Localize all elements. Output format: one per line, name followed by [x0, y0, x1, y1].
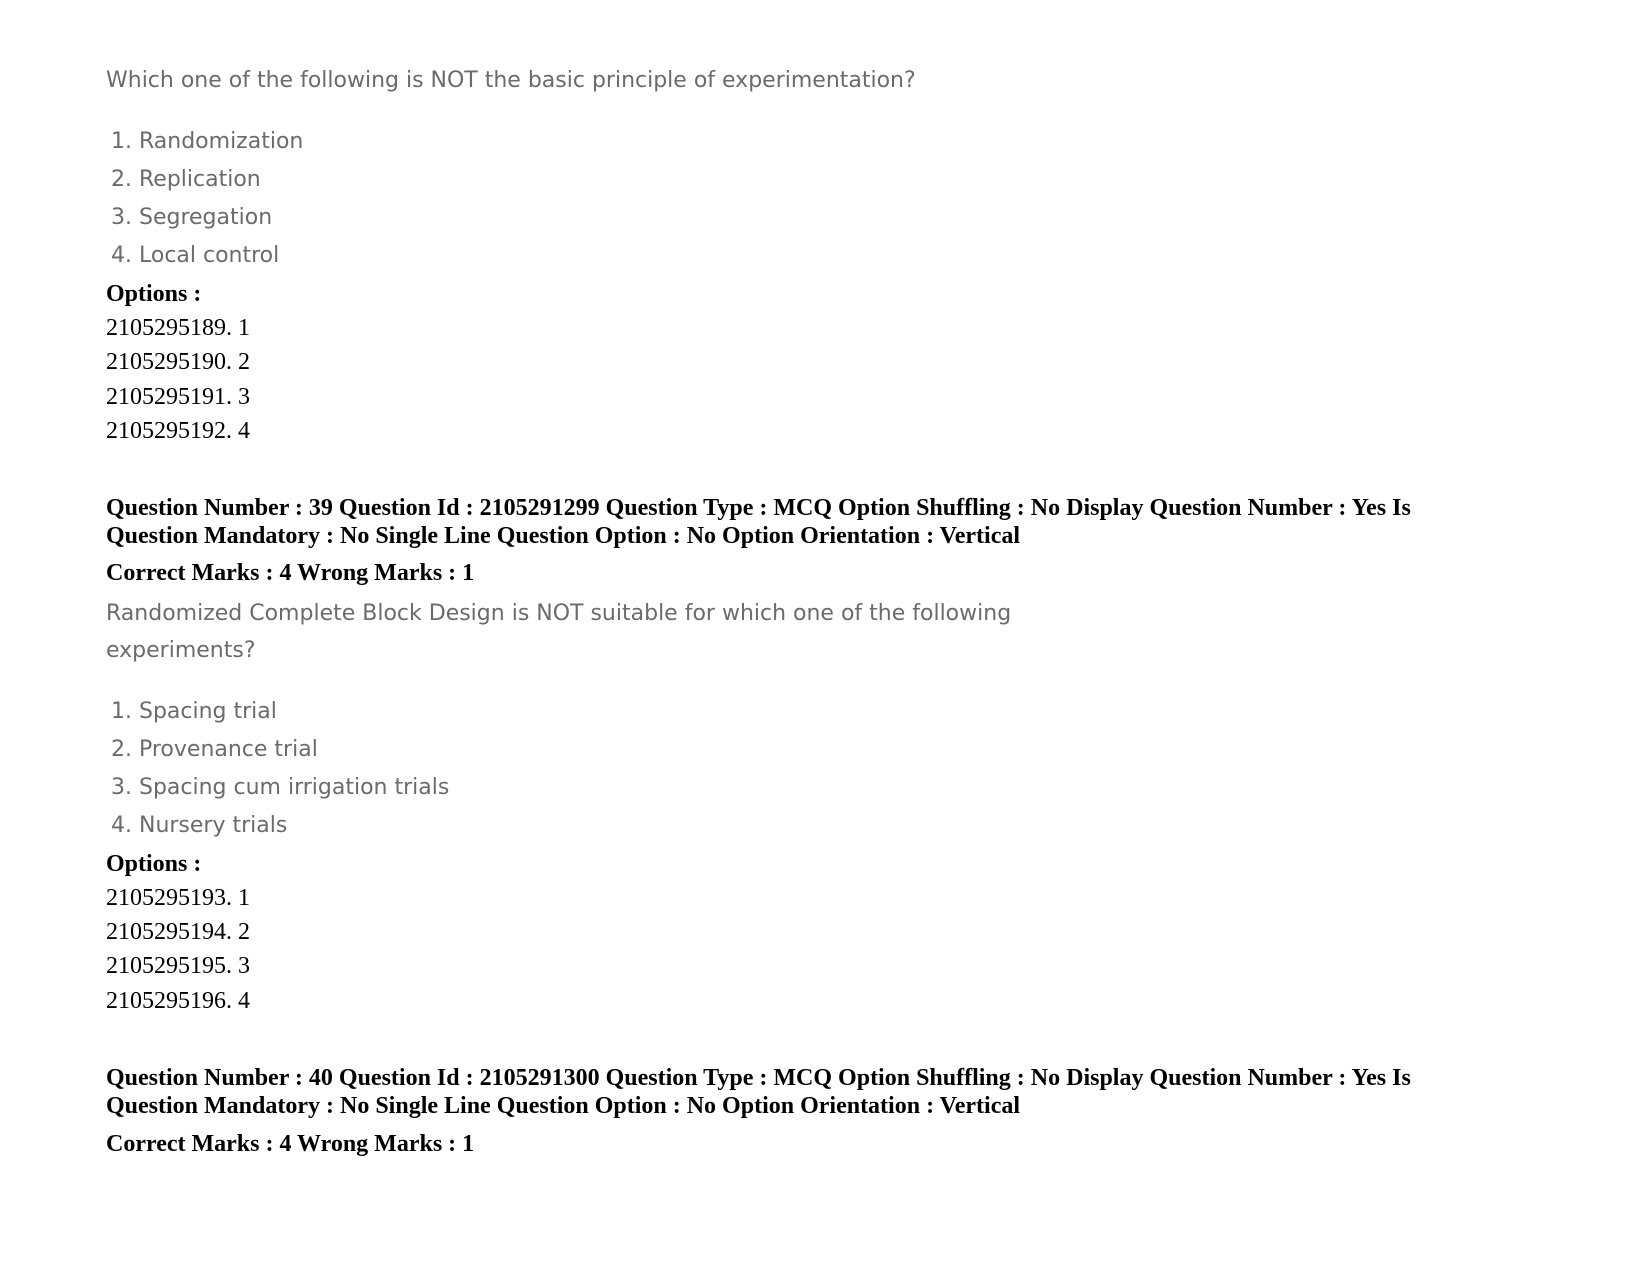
option-item: 2105295190. 2 — [106, 349, 250, 375]
option-item: 2105295195. 3 — [106, 953, 250, 979]
question-text: Which one of the following is NOT the basic principle of experimentation? — [106, 68, 916, 93]
question-item: 3. Spacing cum irrigation trials — [111, 775, 450, 800]
option-item: 2105295191. 3 — [106, 384, 250, 410]
question-meta-line: Question Number : 39 Question Id : 2105291299 Question Type : MCQ Option Shuffling : No Display Question Number : Yes Is — [106, 495, 1411, 521]
option-item: 2105295192. 4 — [106, 418, 250, 444]
question-meta-line: Question Number : 40 Question Id : 2105291300 Question Type : MCQ Option Shuffling : No Display Question Number : Yes Is — [106, 1065, 1411, 1091]
question-item: 4. Nursery trials — [111, 813, 288, 838]
question-item: 3. Segregation — [111, 205, 273, 230]
question-item: 2. Replication — [111, 167, 261, 192]
option-item: 2105295193. 1 — [106, 885, 250, 911]
question-meta — [106, 1064, 1526, 1120]
question-item: 4. Local control — [111, 243, 280, 268]
question-item: 1. Randomization — [111, 129, 304, 154]
question-marks: Correct Marks : 4 Wrong Marks : 1 — [106, 560, 475, 586]
option-item: 2105295189. 1 — [106, 315, 250, 341]
question-meta-line: Question Mandatory : No Single Line Question Option : No Option Orientation : Vertical — [106, 523, 1021, 549]
question-text: Randomized Complete Block Design is NOT suitable for which one of the following — [106, 601, 1012, 626]
question-item: 1. Spacing trial — [111, 699, 277, 724]
option-item: 2105295196. 4 — [106, 988, 250, 1014]
question-meta — [106, 494, 1526, 550]
question-item: 2. Provenance trial — [111, 737, 318, 762]
options-label: Options : — [106, 851, 202, 877]
option-item: 2105295194. 2 — [106, 919, 250, 945]
options-label: Options : — [106, 281, 202, 307]
question-meta-line: Question Mandatory : No Single Line Question Option : No Option Orientation : Vertical — [106, 1093, 1021, 1119]
question-marks: Correct Marks : 4 Wrong Marks : 1 — [106, 1131, 475, 1157]
question-text: experiments? — [106, 638, 256, 663]
